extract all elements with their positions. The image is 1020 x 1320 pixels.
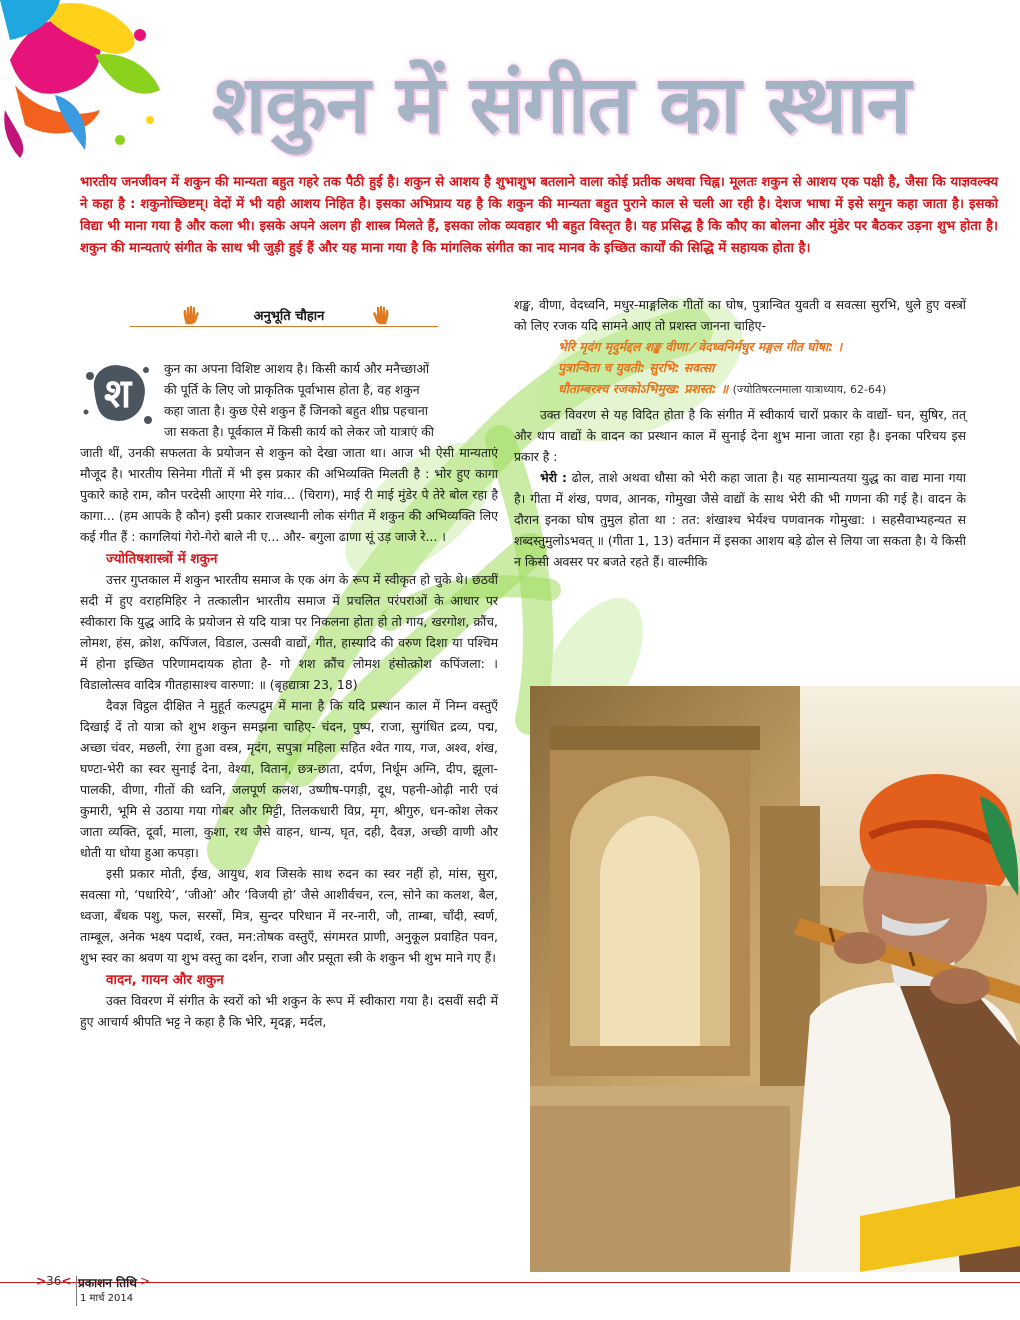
author-name: अनुभूति चौहान (253, 309, 325, 324)
intro-paragraph: भारतीय जनजीवन में शकुन की मान्यता बहुत गहरे तक पैठी हुई है। शकुन से आशय है शुभाशुभ बतलाने वाला कोई प्रतीक अथवा चिह्न। मूलतः शकुन से आशय एक पक्षी है, जैसा कि याज्ञवल्क्य ने कहा है : शकुनोच्छिष्टम्। वेदों में भी यही आशय निहित है। इसका अभिप्राय यह है कि शकुन की मान्यता बहुत पुराने काल से चली आ रही है। देशज भाषा में इसे सगुन कहा जाता है। इसको विद्या भी माना गया है और कला भी। इसके अपने अलग ही शास्त्र मिलते हैं, इसका लोक व्यवहार भी बहुत विस्तृत है। यह प्रसिद्ध है कि कौए का बोलना और मुंडेर पर बैठकर उड़ना शुभ होता है। शकुन की मान्यताएं संगीत के साथ भी जुड़ी हुई हैं और यह माना गया है कि मांगलिक संगीत का नाद मानव के इच्छित कार्यों की सिद्धि में सहायक होता है। (80, 175, 998, 256)
author-byline (80, 300, 498, 330)
section-heading: ज्योतिषशास्त्रों में शकुन (106, 551, 218, 567)
paragraph-text: ढोल, ताशे अथवा धौसा को भेरी कहा जाता है। यह सामान्यतया युद्ध का वाद्य माना गया है। गीता में शंख, पणव, आनक, गोमुखा जैसे वाद्यों के साथ भेरी की भी गणना की गई है। वादन के दौरान इनका घोष तुमुल होता था : तत: शंखाश्च भेर्यश्च पणवानक गोमुखा: । सहसैवाभ्यहन्यत स शब्दस्तुमुलोऽभवत् ॥ (गीता 1, 13) वर्तमान में इसका आशय बड़े ढोल से लिया जा सकता है। ये किसी न किसी अवसर पर बजते रहते हैं। वाल्मीकि (514, 470, 966, 569)
left-column (80, 300, 498, 1032)
verse-citation: (ज्योतिषरत्नमाला यात्राध्याय, 62-64) (732, 383, 887, 396)
page-number: >36< (36, 1274, 72, 1288)
publication-date: 1 मार्च 2014 (80, 1293, 134, 1304)
page-footer (0, 1276, 1020, 1320)
dropcap-letter: श (104, 371, 132, 417)
paragraph: दैवज्ञ विट्ठल दीक्षित ने मुहूर्त कल्पद्रुम में माना है कि यदि प्रस्थान काल में निम्न वस्तुएँ दिखाई दें तो यात्रा को शुभ शकुन समझना चाहिए- चंदन, पुष्प, राजा, सुगंधित द्रव्य, पद्म, अच्छा चंवर, मछली, रंगा हुआ वस्त्र, मृदंग, सपुत्रा महिला सहित श्वेत गाय, गज, अश्व, शंख, घण्टा-भेरी का स्वर सुनाई देना, वेश्या, वितान, छत्र-छाता, दर्पण, निर्धूम अग्नि, दीप, झूला-पालकी, वीणा, गीतों की ध्वनि, जलपूर्ण कलश, उष्णीष-पगड़ी, दूध, पहनी-ओढ़ी नारी एवं कुमारी, भूमि से उठाया गया गोबर और मिट्टी, तिलकधारी विप्र, मृग, श्रीगुरु, धन-कोश लेकर जाता व्यक्ति, दूर्वा, माला, कुशा, रथ जैसे वाहन, धान्य, घृत, दही, दैवज्ञ, अच्छी वाणी और धोती या धोया हुआ कपड़ा। (80, 698, 498, 860)
paragraph: उत्तर गुप्तकाल में शकुन भारतीय समाज के एक अंग के रूप में स्वीकृत हो चुके थे। छठवीं सदी में हुए वराहमिहिर ने तत्कालीन भारतीय समाज में प्रचलित परंपराओं के आधार पर स्वीकारा कि युद्ध आदि के प्रयोजन से यदि यात्रा पर निकलना होता हो तो गाय, खरगोश, क्रौंच, लोमश, हंस, क्रोश, कपिंजल, विडाल, उत्सवी वाद्यों, गीत, हास्यादि की वरुण दिशा या पश्चिम में होना इच्छित परिणामदायक होता है- गो शश क्रौंच लोमश हंसोत्क्रोश कपिंजला: । विडालोत्सव वादित्र गीतहासाश्च वारुणा: ॥ (बृहद्यात्रा 23, 18) (80, 572, 498, 692)
paragraph: जाती थीं, उनकी सफलता के प्रयोजन से शकुन को देखा जाता था। आज भी ऐसी मान्यताएं मौजूद है। भारतीय सिनेमा गीतों में भी इस प्रकार की अभिव्यक्ति मिलती है : भोर हुए कागा पुकारे काहे राम, कौन परदेसी आएगा मेरे गांव... (चिराग), माई री माई मुंडेर पे तेरे बोल रहा है कागा... (हम आपके है कौन) इसी प्रकार राजस्थानी लोक संगीत में शकुन की अभिव्यक्ति लिए कई गीत हैं : कागलियां गेरो-गेरो बाले नी ए... और- बगुला ढाणा सूं उड़ जाजे रे... । (80, 445, 498, 544)
paint-splash-graphic (0, 0, 170, 160)
drop-line: कहा जाता है। कुछ ऐसे शकुन हैं जिनको बहुत शीघ्र पहचाना (164, 403, 428, 418)
paragraph: इसी प्रकार मोती, ईख, आयुध, शव जिसके साथ रुदन का स्वर नहीं हो, मांस, सुरा, सवत्सा गो, ‘पधारिये’, ‘जीओ’ और ‘विजयी हो’ जैसे आशीर्वचन, रत्न, सोने का कलश, बैल, ध्वजा, बँधक पशु, फल, सरसों, मित्र, सुन्दर परिधान में नर-नारी, जौ, ताम्बा, चाँदी, स्वर्ण, ताम्बूल, अनेक भक्ष्य पदार्थ, रक्त, मन:तोषक वस्तुएँ, संगमरत प्राणी, अनुकूल प्रवाहित पवन, शुभ स्वर का श्रवण या शुभ वस्तु का दर्शन, राजा और प्रसूता स्त्री के शकुन भी शुभ माने गए हैं। (80, 866, 498, 965)
opening-paragraph (80, 358, 498, 547)
henna-hand-icon (370, 304, 392, 326)
page-title: शकुन में संगीत का स्थान (212, 58, 910, 151)
ink-splash-dropcap (82, 358, 154, 430)
footer-rule (0, 1282, 1020, 1283)
drop-line: कुन का अपना विशिष्ट आशय है। किसी कार्य और मनैच्छाओं (164, 361, 430, 376)
term-label: भेरी : (540, 470, 567, 485)
footer-separator (76, 1276, 77, 1306)
sanskrit-verse-line: पुत्रान्विता च युवती: सुरभि: सवत्सा (558, 360, 715, 375)
verse-line-text: धौताम्बरश्च रजकोऽभिमुख: प्रशस्त: ॥ (558, 381, 729, 396)
paragraph: उक्त विवरण में संगीत के स्वरों को भी शकुन के रूप में स्वीकारा गया है। दसवीं सदी में हुए आचार्य श्रीपति भट्ट ने कहा है कि भेरि, मृदङ्ग, मर्दल, (80, 993, 498, 1029)
page-number-value: 36 (46, 1274, 62, 1288)
section-heading: वादन, गायन और शकुन (106, 972, 224, 988)
paragraph: उक्त विवरण से यह विदित होता है कि संगीत में स्वीकार्य चारों प्रकार के वाद्यों- घन, सुषिर, तत् और थाप वाद्यों के वादन का प्रस्थान काल में सुनाई देना शुभ माना जाता रहा है। इनका परिचय इस प्रकार है : (514, 407, 966, 464)
drop-line: की पूर्ति के लिए जो प्राकृतिक पूर्वाभास होता है, वह शकुन (164, 382, 420, 397)
drop-line: जा सकता है। पूर्वकाल में किसी कार्य को लेकर जो यात्राएं की (164, 424, 434, 439)
sanskrit-verse-line (514, 378, 966, 400)
publication-label: प्रकाशन तिथि (78, 1276, 137, 1290)
footer-arrow-icon: > (140, 1274, 151, 1288)
paragraph (514, 467, 966, 572)
sanskrit-verse-line: भेरि मृदंग मृदुर्मद्दल शङ्ख वीणा ⁄ वेदध्वनिर्मधुर मङ्गल गीत घोषा: । (558, 339, 843, 354)
flute-player-photo (530, 686, 1020, 1272)
author-rule (130, 326, 438, 327)
paragraph: शङ्ख, वीणा, वेदध्वनि, मधुर-माङ्गलिक गीतों का घोष, पुत्रान्वित युवती व सवत्सा सुरभि, धुले हुए वस्त्रों को लिए रजक यदि सामने आए तो प्रशस्त जानना चाहिए- (514, 297, 966, 333)
right-column (514, 294, 966, 572)
